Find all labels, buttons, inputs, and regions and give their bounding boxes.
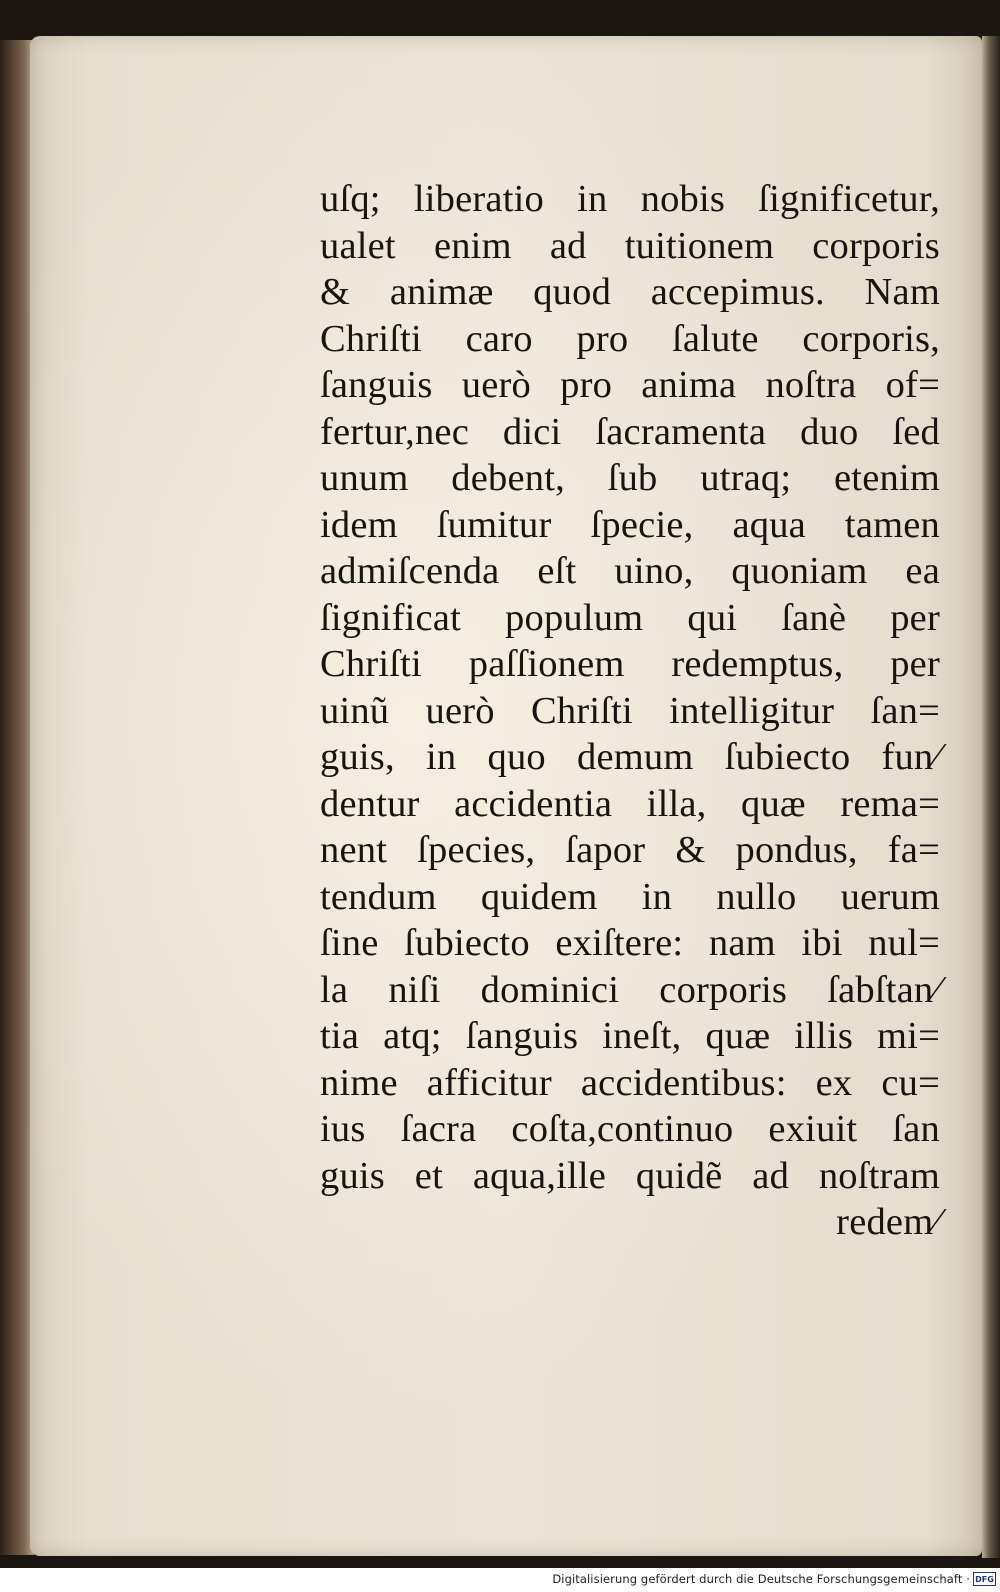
text-line: ſignificat populum qui ſanè per [320, 596, 940, 639]
text-line: unum debent, ſub utraq; etenim [320, 457, 940, 499]
footer-bar [0, 1568, 1000, 1592]
text-line: nent ſpecies, ſapor & pondus, fa= [320, 829, 940, 871]
text-line: Chriſti paſſionem redemptus, per [320, 643, 940, 685]
text-line: nime afficitur accidentibus: ex cu= [320, 1061, 940, 1104]
body-text [320, 176, 940, 1246]
text-line: uinũ uerò Chriſti intelligitur ſan= [320, 689, 940, 732]
text-line: ſanguis uerò pro anima noſtra of= [320, 364, 940, 406]
digitization-credit: Digitalisierung gefördert durch die Deutsche Forschungsgemeinschaft · [552, 1572, 970, 1586]
text-line: idem ſumitur ſpecie, aqua tamen [320, 503, 940, 546]
text-line: ius ſacra coſta,continuo exiuit ſan [320, 1108, 940, 1150]
text-line: Chriſti caro pro ſalute corporis, [320, 317, 940, 360]
page-edge-right [982, 36, 1000, 1558]
text-line: ualet enim ad tuitionem corporis [320, 224, 940, 267]
catchword: redem⁄ [836, 1201, 940, 1243]
text-line: uſq; liberatio in nobis ſignificetur, [320, 178, 940, 220]
text-line: tia atq; ſanguis ineſt, quæ illis mi= [320, 1015, 940, 1057]
book-page [30, 36, 982, 1556]
page-edge-left [0, 40, 34, 1555]
text-line: fertur,nec dici ſacramenta duo ſed [320, 410, 940, 453]
text-line: guis et aqua,ille quidẽ ad noſtram [320, 1154, 940, 1197]
text-line: tendum quidem in nullo uerum [320, 875, 940, 918]
dfg-logo-icon: DFG [973, 1572, 996, 1586]
text-line: admiſcenda eſt uino, quoniam ea [320, 550, 940, 592]
text-line: dentur accidentia illa, quæ rema= [320, 782, 940, 825]
text-line: ſine ſubiecto exiſtere: nam ibi nul= [320, 922, 940, 964]
text-line: & animæ quod accepimus. Nam [320, 271, 940, 313]
text-line: la niſi dominici corporis ſabſtan⁄ [320, 968, 940, 1011]
text-line: guis, in quo demum ſubiecto fun⁄ [320, 736, 940, 778]
